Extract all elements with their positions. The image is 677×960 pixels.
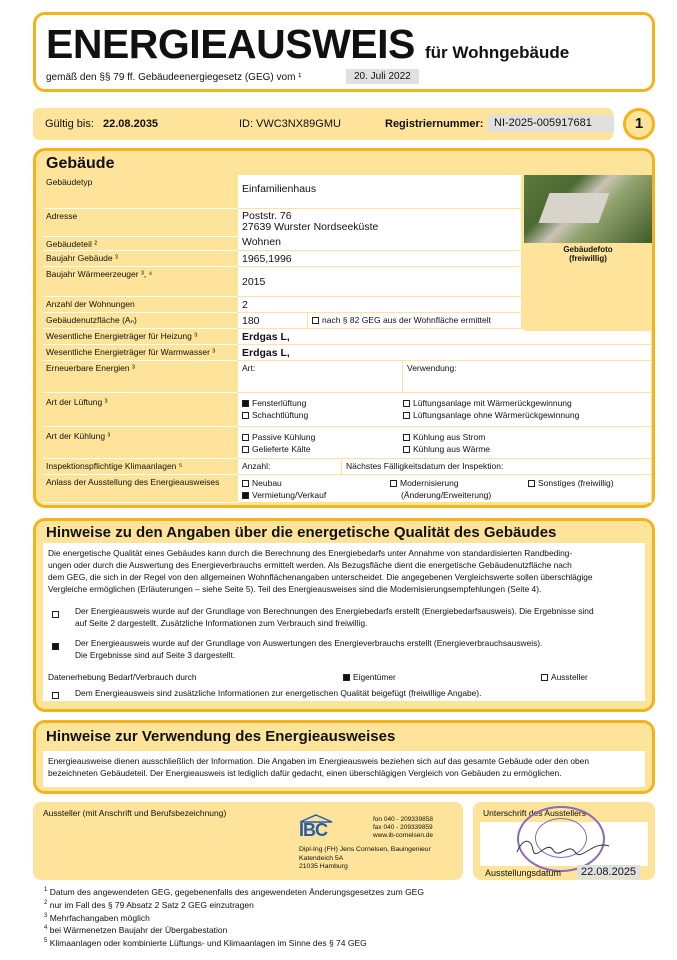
intro-paragraph: Die energetische Qualität eines Gebäudes kann durch die Berechnung des Energiebedarfs unter Annahme von standardisierten Randbeding- ungen oder durch die Auswertung des Energieverbrauchs ermittelt werden. Als Bezugsfläche dient die energetische Gebäudenutzfläche nach dem GEG, die sich in der Regel von den allgemeinen Wohnflächenangaben unterscheidet. Die angegebenen Vergleichswerte sollen überschlägige Vergleiche ermöglichen (Erläuterungen – siehe Seite 5). Teil des Energieausweises sind die Modernisierungsempfehlungen (Seite 4). bbox=[48, 548, 593, 594]
id-value: VWC3NX89GMU bbox=[256, 118, 341, 130]
row-value: 180 bbox=[238, 313, 308, 329]
row-label: Erneuerbare Energien ³ bbox=[43, 361, 237, 393]
checkbox-icon[interactable] bbox=[390, 480, 397, 487]
checkbox-icon[interactable] bbox=[242, 400, 249, 407]
option-gelieferte-kaelte[interactable]: Gelieferte Kälte bbox=[242, 444, 311, 454]
cooling-options bbox=[238, 427, 652, 459]
checkbox-icon[interactable] bbox=[242, 412, 249, 419]
row-value-extra: Verwendung: bbox=[403, 361, 652, 393]
checkbox-icon[interactable] bbox=[242, 480, 249, 487]
row-value: Erdgas L, bbox=[238, 329, 652, 345]
issuance-options bbox=[238, 475, 652, 503]
date-label: Ausstellungsdatum bbox=[485, 868, 562, 878]
option-modernisierung[interactable]: Modernisierung bbox=[390, 478, 459, 488]
checkbox-icon[interactable] bbox=[403, 412, 410, 419]
hinweise-body bbox=[43, 543, 645, 701]
row-label: Adresse bbox=[43, 209, 237, 237]
option-sonstiges[interactable]: Sonstiges (freiwillig) bbox=[528, 478, 614, 488]
checkbox-icon[interactable] bbox=[242, 492, 249, 499]
checkbox-icon[interactable] bbox=[242, 434, 249, 441]
aussteller-address: Dipl-Ing (FH) Jens Cornelsen, Bauingenieur Katendeich 5A 21035 Hamburg bbox=[299, 846, 431, 870]
row-label: Baujahr Wärmeerzeuger ³, ⁴ bbox=[43, 267, 237, 297]
row-label: Wesentliche Energieträger für Heizung ³ bbox=[43, 329, 237, 345]
section-title: Hinweise zu den Angaben über die energetische Qualität des Gebäudes bbox=[46, 524, 557, 541]
option-passive-kuehlung[interactable]: Passive Kühlung bbox=[242, 432, 315, 442]
building-photo-image bbox=[524, 175, 652, 243]
signature-label: Unterschrift des Ausstellers bbox=[483, 808, 586, 818]
contact-info: fon 040 - 209339858 fax 040 - 209339859 www.ib-cornelsen.de bbox=[373, 816, 433, 839]
checkbox-icon[interactable] bbox=[242, 446, 249, 453]
issue-date: 22.08.2025 bbox=[577, 865, 640, 879]
checkbox-icon[interactable] bbox=[52, 611, 59, 618]
row-label: Art der Kühlung ³ bbox=[43, 427, 237, 459]
row-value: 2015 bbox=[238, 267, 522, 297]
option-neubau[interactable]: Neubau bbox=[242, 478, 282, 488]
building-photo bbox=[524, 175, 652, 331]
row-label: Gebäudeteil ² bbox=[43, 237, 237, 251]
checkbox-icon[interactable] bbox=[312, 317, 319, 324]
section-hinweise-qualitaet bbox=[33, 518, 655, 712]
checkbox-icon[interactable] bbox=[528, 480, 535, 487]
footnote: $^3$ Mehrfachangaben möglich bbox=[44, 912, 150, 923]
signature-icon bbox=[513, 836, 613, 858]
valid-until-label: Gültig bis: bbox=[45, 118, 94, 130]
checkbox-icon[interactable] bbox=[403, 434, 410, 441]
valid-until-value: 22.08.2035 bbox=[103, 118, 159, 130]
photo-caption: Gebäudefoto bbox=[563, 245, 613, 254]
photo-caption-note: (freiwillig) bbox=[569, 254, 607, 263]
signature-box bbox=[473, 802, 655, 880]
reg-label: Registriernummer: bbox=[385, 118, 484, 130]
row-label: Anzahl der Wohnungen bbox=[43, 297, 237, 313]
area-method-label: nach § 82 GEG aus der Wohnfläche ermittelt bbox=[322, 315, 491, 325]
header bbox=[33, 12, 655, 92]
aussteller-box bbox=[33, 802, 463, 880]
bedarfsausweis-text: Der Energieausweis wurde auf der Grundlage von Berechnungen des Energiebedarfs erstellt (Energiebedarfsausweis). Die Ergebnisse sind auf Seite 2 dargestellt. Zusätzliche Informationen zum Verbrauch sind freiwillig. bbox=[75, 606, 594, 628]
reg-value: NI-2025-005917681 bbox=[488, 115, 614, 132]
option-lueftung-ohne-wrg[interactable]: Lüftungsanlage ohne Wärmerückgewinnung bbox=[403, 409, 579, 422]
checkbox-icon[interactable] bbox=[403, 400, 410, 407]
row-label: Gebäudetyp bbox=[43, 175, 237, 209]
verwendung-body bbox=[43, 751, 645, 787]
row-value: Anzahl: bbox=[238, 459, 342, 475]
option-verbrauchsausweis[interactable] bbox=[52, 641, 62, 651]
option-bedarfsausweis[interactable] bbox=[52, 609, 62, 619]
checkbox-icon[interactable] bbox=[541, 674, 548, 681]
option-eigentuemer[interactable]: Eigentümer bbox=[343, 671, 396, 683]
checkbox-icon[interactable] bbox=[52, 692, 59, 699]
row-label: Art der Lüftung ³ bbox=[43, 393, 237, 427]
ventilation-options bbox=[238, 393, 652, 427]
row-label: Anlass der Ausstellung des Energieausweises bbox=[43, 475, 237, 503]
row-value: Erdgas L, bbox=[238, 345, 652, 361]
page-number-badge: 1 bbox=[623, 108, 655, 140]
verwendung-text: Energieausweise dienen ausschließlich der Information. Die Angaben im Energieausweis beziehen sich auf das gesamte Gebäude oder den oben bezeichneten Gebäudeteil. Der Energieausweis ist lediglich dafür gedacht, einen überschlägigen Vergleich von Gebäuden zu ermöglichen. bbox=[48, 756, 589, 778]
footnote: $^2$ nur im Fall des § 79 Absatz 2 Satz 2 GEG einzutragen bbox=[44, 899, 254, 910]
row-label: Gebäudenutzfläche (Aₙ) bbox=[43, 313, 237, 329]
option-kuehlung-waerme[interactable]: Kühlung aus Wärme bbox=[403, 444, 490, 454]
row-value: Art: bbox=[238, 361, 403, 393]
aussteller-label: Aussteller (mit Anschrift und Berufsbezeichnung) bbox=[43, 808, 227, 818]
verbrauchsausweis-text: Der Energieausweis wurde auf der Grundlage von Auswertungen des Energieverbrauchs erstellt (Energieverbrauchsausweis). Die Ergebnisse sind auf Seite 3 dargestellt. bbox=[75, 638, 543, 660]
option-kuehlung-strom[interactable]: Kühlung aus Strom bbox=[403, 432, 485, 442]
section-hinweise-verwendung bbox=[33, 720, 655, 794]
checkbox-icon[interactable] bbox=[343, 674, 350, 681]
area-method-option[interactable] bbox=[308, 313, 522, 329]
address-city: 27639 Wurster Nordseeküste bbox=[242, 221, 379, 233]
address-street: Poststr. 76 bbox=[242, 210, 292, 222]
modernisierung-note: (Änderung/Erweiterung) bbox=[401, 490, 492, 500]
footnote: $^1$ Datum des angewendeten GEG, gegebenenfalls des angewendeten Änderungsgesetzes zum GEG bbox=[44, 886, 424, 897]
row-label: Inspektionspflichtige Klimaanlagen ⁵ bbox=[43, 459, 237, 475]
row-value: 1965,1996 bbox=[238, 251, 522, 267]
checkbox-icon[interactable] bbox=[403, 446, 410, 453]
footnotes bbox=[44, 885, 424, 949]
validity-bar bbox=[33, 108, 613, 140]
section-title: Gebäude bbox=[46, 155, 115, 172]
page-subtitle: für Wohngebäude bbox=[425, 43, 570, 62]
ibc-logo-text: IBC bbox=[299, 820, 327, 840]
row-value: 2 bbox=[238, 297, 522, 313]
footnote: $^4$ bei Wärmenetzen Baujahr der Übergabestation bbox=[44, 925, 228, 936]
law-date: 20. Juli 2022 bbox=[346, 69, 419, 84]
section-gebaeude bbox=[33, 148, 655, 508]
row-label: Baujahr Gebäude ³ bbox=[43, 251, 237, 267]
option-schachtlueftung[interactable]: Schachtlüftung bbox=[242, 409, 308, 422]
option-vermietung-verkauf[interactable]: Vermietung/Verkauf bbox=[242, 490, 326, 500]
option-lueftung-mit-wrg[interactable]: Lüftungsanlage mit Wärmerückgewinnung bbox=[403, 397, 572, 410]
checkbox-icon[interactable] bbox=[52, 643, 59, 650]
row-value-extra: Nächstes Fälligkeitsdatum der Inspektion: bbox=[342, 459, 652, 475]
id-label: ID: bbox=[239, 118, 254, 130]
page-title: ENERGIEAUSWEIS bbox=[46, 21, 415, 67]
footnote: $^5$ Klimaanlagen oder kombinierte Lüftungs- und Klimaanlagen im Sinne des § 74 GEG bbox=[44, 938, 367, 949]
option-aussteller[interactable]: Aussteller bbox=[541, 671, 588, 683]
option-fensterlueftung[interactable]: Fensterlüftung bbox=[242, 397, 306, 410]
row-value: Wohnen bbox=[238, 235, 522, 251]
section-title: Hinweise zur Verwendung des Energieausweises bbox=[46, 728, 396, 745]
row-label: Wesentliche Energieträger für Warmwasser ³ bbox=[43, 345, 237, 361]
option-zusatzinfo[interactable] bbox=[52, 690, 62, 700]
row-value bbox=[238, 209, 522, 237]
law-reference: gemäß den §§ 79 ff. Gebäudeenergiegesetz (GEG) vom ¹ bbox=[46, 72, 302, 83]
zusatzinfo-text: Dem Energieausweis sind zusätzliche Informationen zur energetischen Qualität beigefügt (freiwillige Angabe). bbox=[75, 688, 482, 698]
row-value: Einfamilienhaus bbox=[238, 175, 522, 209]
erhebung-label: Datenerhebung Bedarf/Verbrauch durch bbox=[48, 672, 197, 682]
